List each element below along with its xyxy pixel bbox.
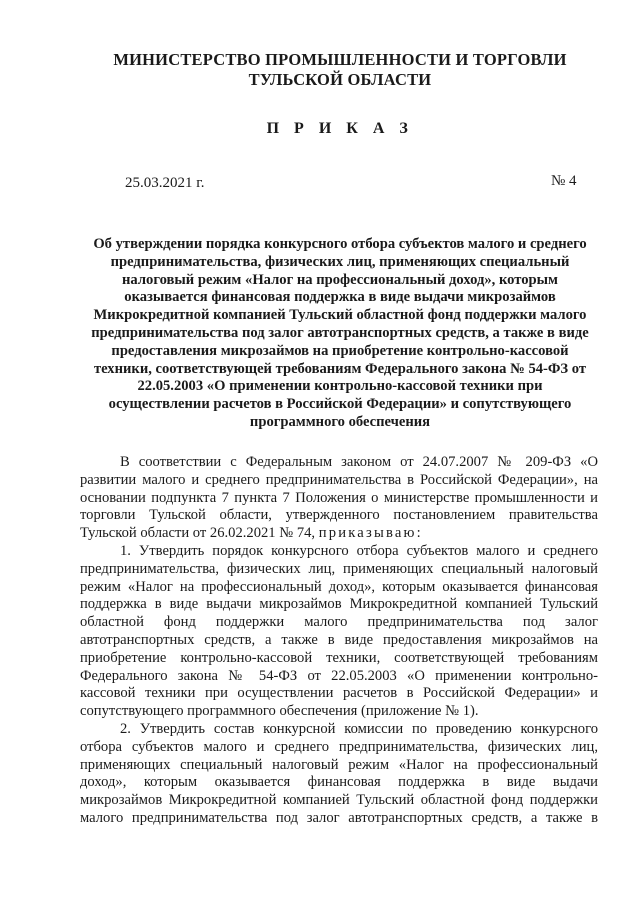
order-subject: [70, 236, 610, 432]
preamble-line-last: [80, 525, 598, 543]
preamble-line: В соответствии с Федеральным законом от 24.07.2007 № 209-ФЗ «О: [120, 454, 598, 470]
ministry-heading-line: МИНИСТЕРСТВО ПРОМЫШЛЕННОСТИ И ТОРГОВЛИ: [113, 50, 567, 69]
subject-line: предпринимательства под залог автотранспортных средств, а также в виде: [91, 324, 589, 341]
subject-line: Микрокредитной компанией Тульский областной фонд поддержки малого: [93, 307, 587, 324]
subject-line: предоставления микрозаймов на приобретение контрольно-кассовой: [111, 342, 569, 359]
preamble-paragraph: [80, 454, 598, 543]
item-1-line: 1. Утвердить порядок конкурсного отбора субъектов малого и среднего: [120, 542, 598, 559]
item-2-line: доход», которым оказывается финансовая поддержка в виде выдачи: [80, 774, 598, 791]
subject-line: осуществлении расчетов в Российской Федерации» и сопутствующего: [108, 396, 572, 413]
item-2-line: малого предпринимательства под залог автотранспортных средств, а также в: [80, 809, 598, 826]
item-2-line: микрозаймов Микрокредитной компанией Тульский областной фонд поддержки: [80, 792, 598, 809]
item-2-line: применяющих специальный налоговый режим «Налог на профессиональный: [80, 756, 598, 773]
ministry-heading-line: ТУЛЬСКОЙ ОБЛАСТИ: [248, 70, 432, 89]
item-1-line: приобретение контрольно-кассовой техники, соответствующей требованиям: [80, 649, 598, 666]
item-1-line: поддержка в виде выдачи микрозаймов Микрокредитной компанией Тульский: [80, 596, 598, 613]
subject-line: налоговый режим «Налог на профессиональный доход», которым: [122, 271, 558, 288]
subject-line: оказывается финансовая поддержка в виде выдачи микрозаймов: [124, 289, 556, 306]
item-1-line: сопутствующего программного обеспечения (приложение № 1).: [80, 703, 479, 720]
preamble-line: торговли Тульской области, утвержденного постановлением правительства: [80, 507, 598, 524]
item-1-line: предпринимательства, физических лиц, применяющих специальный налоговый: [80, 560, 598, 577]
item-2-line: отбора субъектов малого и среднего предпринимательства, физических лиц,: [80, 738, 598, 755]
order-title: П Р И К А З: [266, 120, 414, 137]
item-1-paragraph: [80, 543, 598, 721]
subject-line: предпринимательства, физических лиц, применяющих специальный: [110, 253, 570, 270]
subject-line: программного обеспечения: [249, 413, 431, 430]
preamble-line: основании подпункта 7 пункта 7 Положения о министерстве промышленности и: [80, 489, 598, 506]
item-1-line: Федерального закона № 54-ФЗ от 22.05.2003 «О применении контрольно-: [80, 667, 598, 684]
subject-line: Об утверждении порядка конкурсного отбора субъектов малого и среднего: [93, 236, 587, 252]
item-1-line: областной фонд поддержки малого предпринимательства под залог: [80, 614, 598, 631]
subject-line: 22.05.2003 «О применении контрольно-кассовой техники при: [137, 378, 543, 395]
item-1-line: режим «Налог на профессиональный доход», которым оказывается финансовая: [80, 578, 598, 595]
order-date: 25.03.2021 г.: [125, 175, 205, 191]
order-number: № 4: [551, 173, 577, 189]
preamble-last-text: Тульской области от 26.02.2021 № 74,: [80, 525, 316, 542]
item-1-line: автотранспортных средств, а также в виде предоставления микрозаймов на: [80, 631, 598, 648]
ministry-heading: [60, 50, 620, 90]
subject-line: техники, соответствующей требованиям Федерального закона № 54-ФЗ от: [93, 360, 587, 377]
item-1-line: кассовой техники при осуществлении расчетов в Российской Федерации» и: [80, 685, 598, 702]
preamble-line: развитии малого и среднего предпринимательства в Российской Федерации», на: [80, 471, 598, 488]
item-2-line: 2. Утвердить состав конкурсной комиссии по проведению конкурсного: [120, 720, 598, 737]
item-2-paragraph: [80, 721, 598, 828]
order-body: [80, 454, 598, 828]
directive-word: приказываю:: [318, 525, 423, 542]
